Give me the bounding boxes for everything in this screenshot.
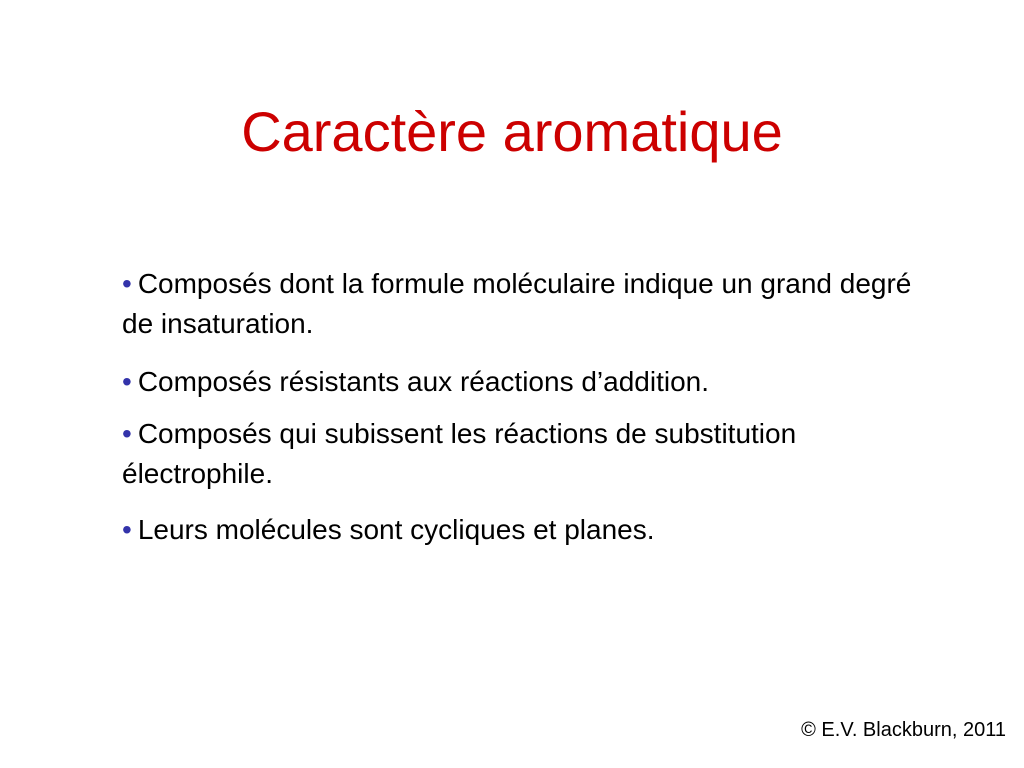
bullet-item (122, 362, 922, 402)
slide-title: Caractère aromatique (241, 99, 783, 163)
bullet-icon: • (122, 418, 132, 449)
bullet-list (122, 264, 922, 568)
bullet-text: Composés dont la formule moléculaire indique un grand degré de insaturation. (122, 268, 912, 339)
bullet-item (122, 510, 922, 550)
copyright-footer: © E.V. Blackburn, 2011 (801, 719, 1006, 741)
bullet-text: Composés résistants aux réactions d’addition. (137, 366, 709, 397)
bullet-icon: • (122, 268, 132, 299)
bullet-item (122, 264, 922, 344)
bullet-item (122, 414, 922, 494)
bullet-icon: • (122, 514, 132, 545)
bullet-text: Composés qui subissent les réactions de substitution électrophile. (122, 418, 797, 489)
bullet-text: Leurs molécules sont cycliques et planes. (137, 514, 655, 545)
bullet-icon: • (122, 366, 132, 397)
